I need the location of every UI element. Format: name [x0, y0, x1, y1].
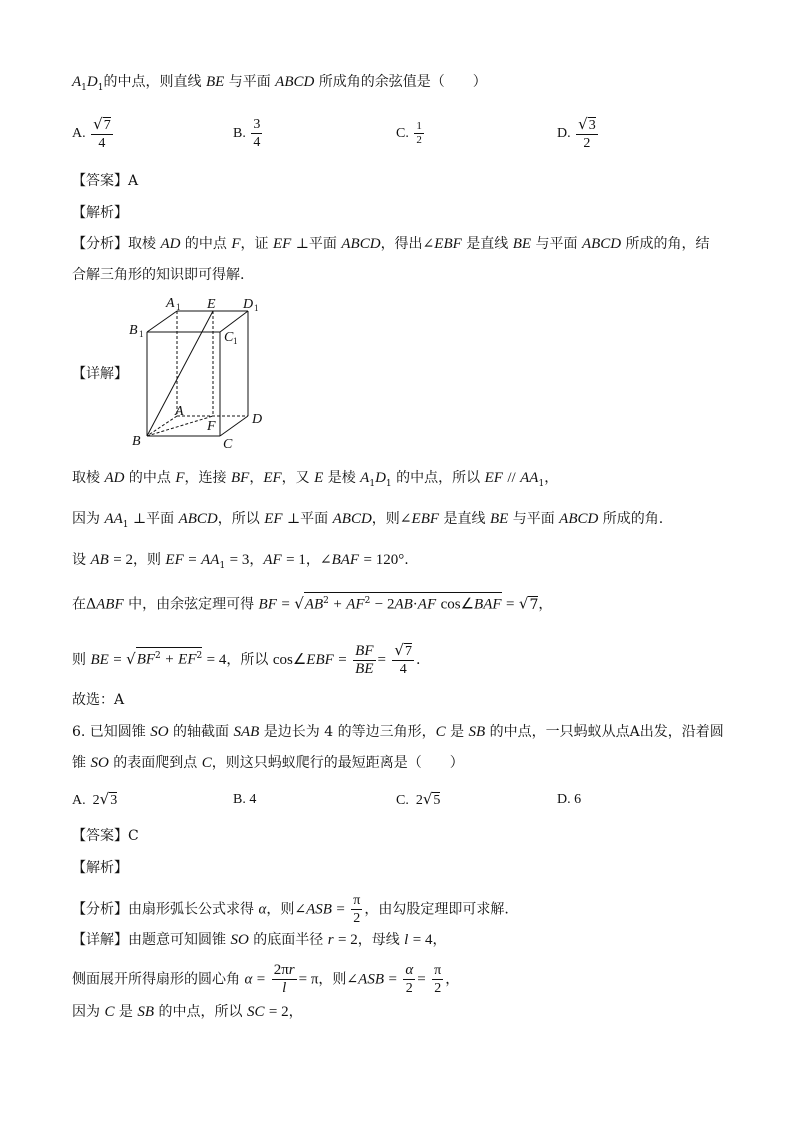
q6-detail-line2: 侧面展开所得扇形的圆心角 α = $\frac{2\pi r}{l}$ = π，则∠ASB = $\frac{\alpha}{2}$ = $\frac{\pi}{2}$ ， [72, 962, 460, 996]
q6-analysis: 【分析】由扇形弧长公式求得 α，则∠ASB = $\frac{\pi}{2}$ ，由勾股定理即可求解. [72, 893, 509, 926]
label-e: E [207, 297, 216, 312]
label-b: B [132, 434, 141, 449]
q6-option-a: A. 2√3 [72, 790, 118, 808]
q6-answer: 【答案】C [72, 828, 139, 844]
label-d: D [252, 412, 263, 427]
q5-option-a: A. $\frac{√7}{4}$ [72, 115, 111, 151]
q5-analysis-line2: 合解三角形的知识即可得解. [72, 267, 245, 283]
label-f: F [207, 419, 216, 434]
q5-choose: 故选：A [72, 692, 125, 708]
label-c1: C [224, 330, 234, 345]
q5-line3: 设 AB = 2，则 EF = $AA_1 = 3$，AF = 1，∠BAF = 120°. [72, 552, 409, 571]
label-a: A [175, 404, 184, 419]
q5-line4: 在ΔABF 中，由余弦定理可得 BF = $√AB^2 + AF^2 - 2AB\cdot AF$ cos∠BAF = √7， [72, 592, 552, 615]
label-d1: D [243, 297, 254, 312]
q6-option-c: C. 2√5 [396, 790, 441, 808]
label-b1: B [129, 323, 138, 338]
q5-stem-tail: $A_1D_1$的中点，则直线 BE 与平面 ABCD 所成角的余弦值是（ ） [72, 74, 487, 93]
svg-text:1: 1 [176, 302, 181, 312]
prism-figure [120, 294, 280, 454]
q5-option-c: C. $\frac{1}{2}$ [396, 120, 422, 146]
q5-analysis-line1: 【分析】取棱 AD 的中点 F，证 EF ⊥平面 ABCD，得出∠EBF 是直线 BE 与平面 ABCD 所成的角，结 [72, 236, 710, 252]
q5-line1: 取棱 AD 的中点 F，连接 BF，EF，又 E 是棱 $A_1D_1$ 的中点，所以 EF // $AA_1$， [72, 470, 559, 489]
q5-detail-label: 【详解】 [72, 366, 128, 382]
q6-option-d: D. 6 [557, 792, 582, 807]
q5-option-d: D. $\frac{√3}{2}$ [557, 115, 596, 151]
q6-detail-line3: 因为 C 是 SB 的中点，所以 SC = 2， [72, 1004, 303, 1020]
label-c: C [223, 437, 233, 452]
svg-text:1: 1 [254, 303, 259, 313]
q5-option-b: B. $\frac{3}{4}$ [233, 117, 261, 150]
q6-stem-line2: 锥 SO 的表面爬到点 C，则这只蚂蚁爬行的最短距离是（ ） [72, 755, 464, 771]
q6-detail-line1: 【详解】由题意可知圆锥 SO 的底面半径 r = 2，母线 l = 4， [72, 932, 447, 948]
q6-jiexi: 【解析】 [72, 860, 128, 876]
q5-line2: 因为 $AA_1$ ⊥平面 ABCD，所以 EF ⊥平面 ABCD，则∠EBF 是直线 BE 与平面 ABCD 所成的角. [72, 511, 664, 530]
q6-stem-line1: 6. 已知圆锥 SO 的轴截面 SAB 是边长为 4 的等边三角形，C 是 SB 的中点，一只蚂蚁从点A出发，沿着圆 [72, 724, 724, 740]
svg-text:1: 1 [233, 336, 238, 346]
q5-jiexi: 【解析】 [72, 205, 128, 221]
label-a1: A [166, 296, 175, 311]
svg-text:1: 1 [139, 329, 144, 339]
q5-answer: 【答案】A [72, 173, 139, 189]
q5-line5: 则 BE = $√BF^2 + EF^2 = 4$，所以 cos∠EBF = $\frac{BF}{BE}$ = $\frac{√7}{4}$ . [72, 641, 421, 677]
q6-option-b: B. 4 [233, 792, 257, 807]
